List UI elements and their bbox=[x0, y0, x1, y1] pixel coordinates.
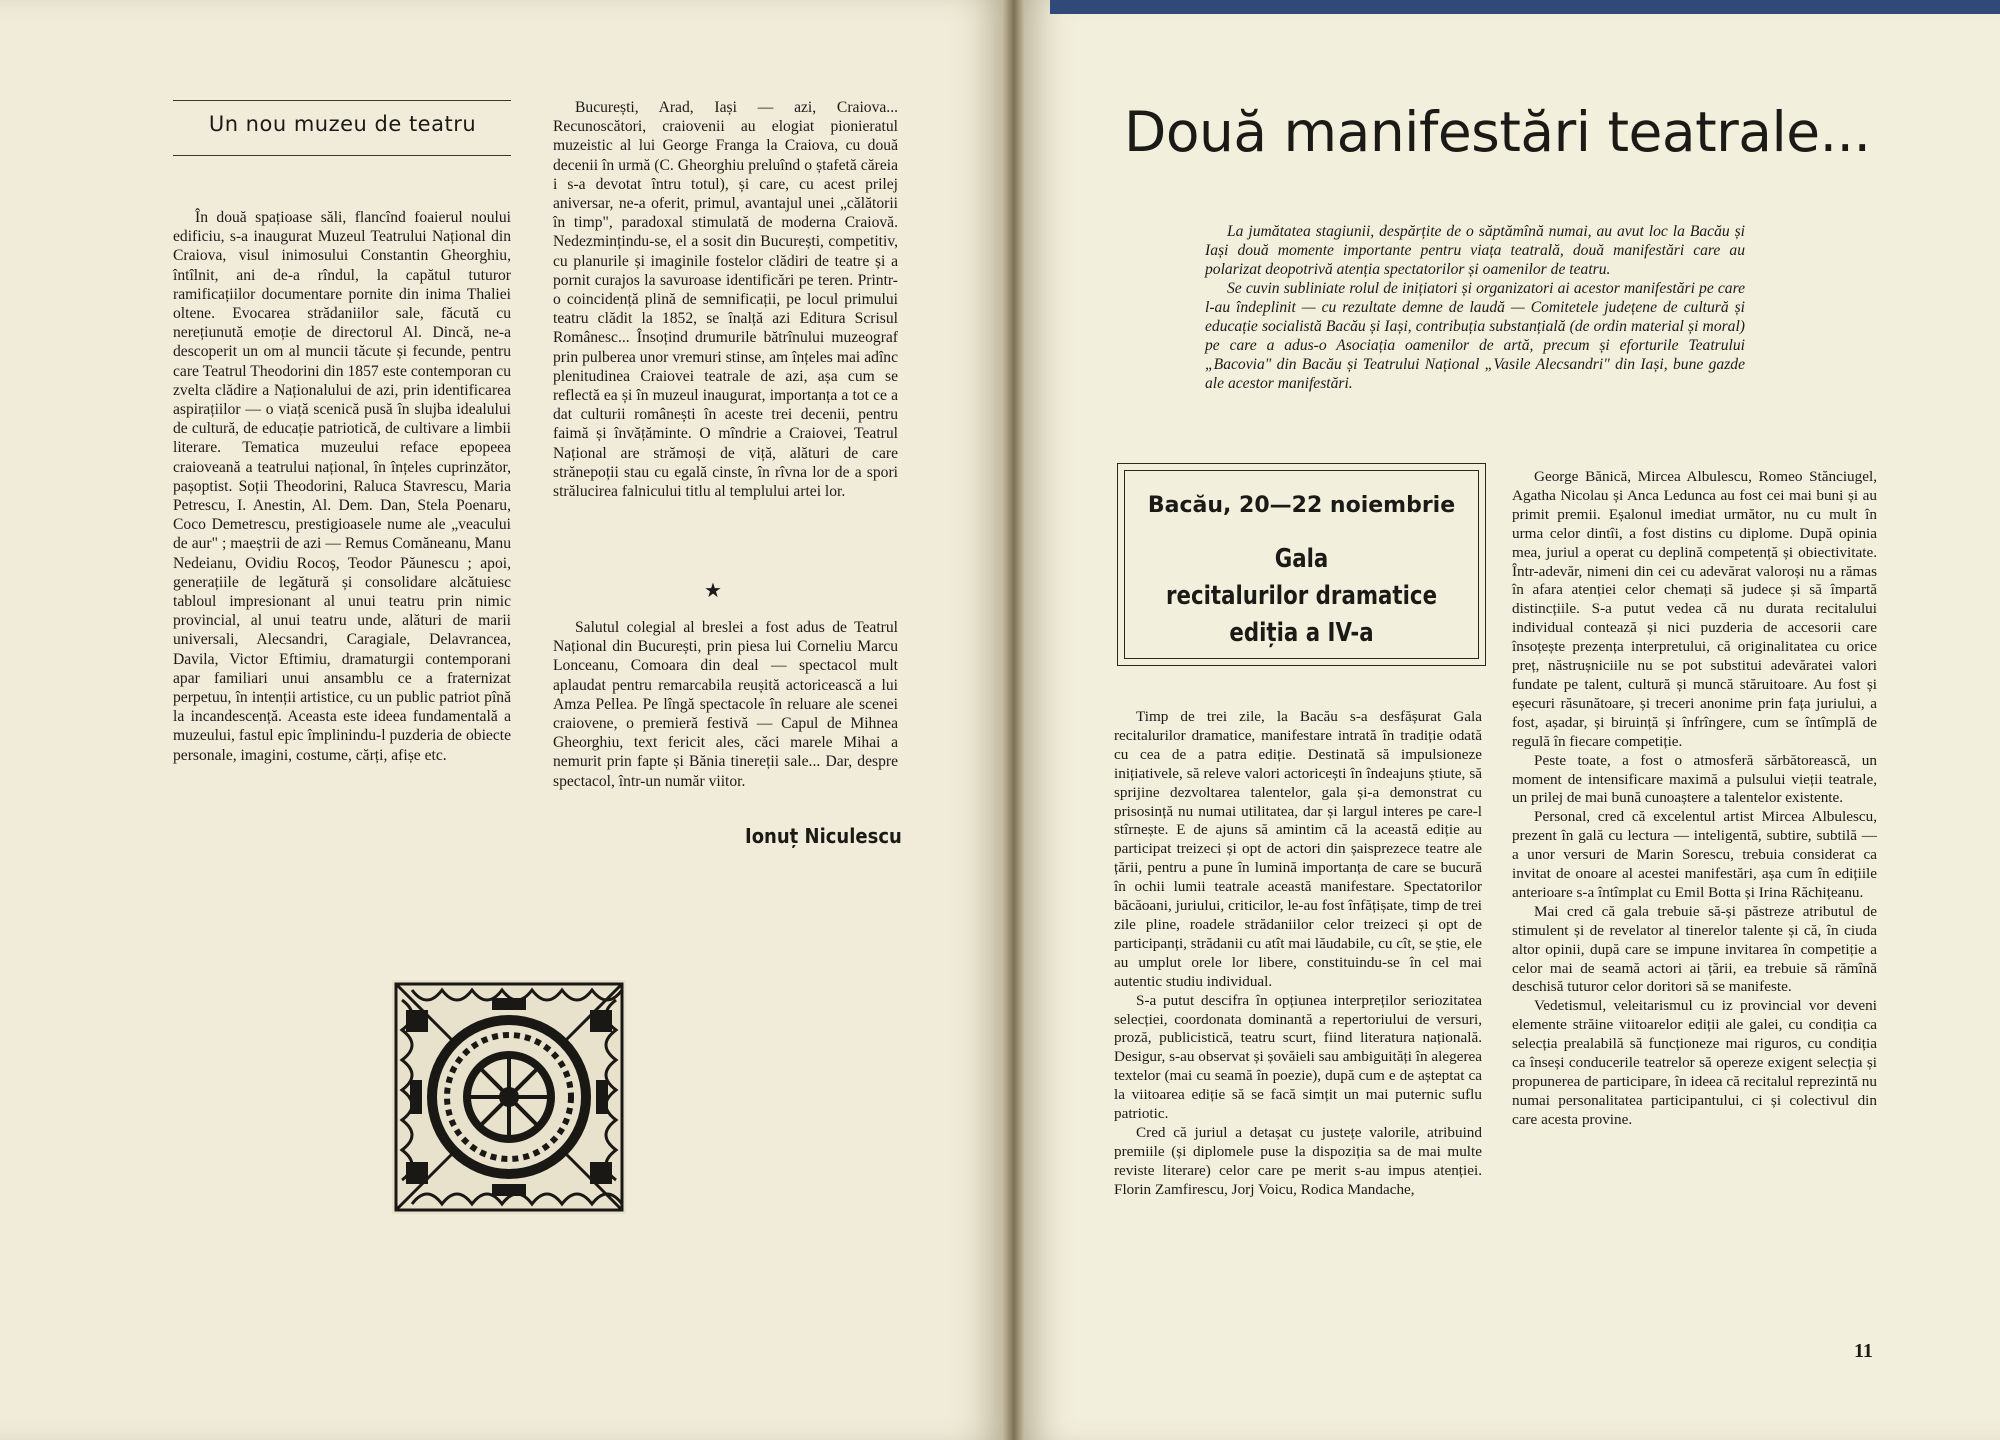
intro-paragraph: La jumătatea stagiunii, despărțite de o săptămînă numai, au avut loc la Bacău și Iași două momente importante pentru viața teatrală, două manifestări care au polarizat deopotrivă atenția spectatorilor și oamenilor de teatru. bbox=[1205, 223, 1745, 278]
paragraph: George Bănică, Mircea Albulescu, Romeo Stănciugel, Agatha Nicolau și Anca Ledunca au fost cei mai buni și au primit premii. Eșalonul imediat următor, nu cu mult în urma celor dintîi, a fost distins cu diplome. După opinia mea, juriul a operat cu deplină competență și obiectivitate. Într-adevăr, nimeni din cei cu adevărat valoroși nu a rămas în afara atenției celor chemați să judece și să împartă distincțiile. S-a putut vedea că nu durata recitalului individual contează și nici puzderia de accesorii care însoțește prezența interpretului, că originalitatea cu orice preț, năstrușniciile nu se pot substitui adevăratei valori fundate pe talent, cultură și muncă stăruitoare. Au fost și eșecuri răsunătoare, și treceri anonime prin fața juriului, a fost, așadar, și biruință și înfrîngere, cum se întîmplă de regulă în fiecare competiție. bbox=[1512, 468, 1877, 750]
title-rule-bottom bbox=[173, 155, 511, 156]
right-article-title: Două manifestări teatrale... bbox=[1124, 100, 1871, 164]
book-gutter bbox=[1002, 0, 1024, 1440]
left-column-2 bbox=[553, 98, 898, 501]
paragraph: Mai cred că gala trebuie să-și păstreze atributul de stimulent și de revelator al tinerelor talente și că, în ciuda altor opinii, după care se impune invitarea în competiție a celor mai de seamă actori ai țării, ea trebuie să rămînă deschisă tuturor celor doritori să se manifeste. bbox=[1512, 902, 1877, 996]
gala-place-date: Bacău, 20—22 noiembrie bbox=[1147, 493, 1456, 518]
intro-paragraph: Se cuvin subliniate rolul de inițiatori și organizatori ai acestor manifestări pe care l-au îndeplinit — cu rezultate demne de laudă — Comitetele județene de cultură și educație socialistă Bacău și Iași, contribuția substanțială (de ordin material și moral) pe care a adus-o Asociația oamenilor de artă, precum și eforturile Teatrului „Bacovia" din Bacău și Teatrului Național „Vasile Alecsandri" din Iași, bune gazde ale acestor manifestări. bbox=[1205, 280, 1745, 392]
cover-edge bbox=[1050, 0, 2000, 14]
right-column-2 bbox=[1512, 468, 1877, 1130]
gala-box bbox=[1117, 463, 1486, 666]
left-column-1 bbox=[173, 208, 511, 765]
paragraph: În două spațioase săli, flancînd foaierul noului edificiu, s-a inaugurat Muzeul Teatrului Național din Craiova, visul inimosului Constantin Gheorghiu, întîlnit, ani de-a rîndul, la capătul tuturor ramificațiilor documentare pornite din inima Thaliei oltene. Evocarea strădaniilor sale, făcută cu nerețiunută emoție de directorul Al. Dincă, ne-a descoperit un om al muncii tăcute și fecunde, pentru care Teatrul Theodorini din 1857 este contemporan cu zvelta clădire a Naționalului de azi, prin identificarea aspirațiilor — o viață scenică pusă în slujba idealului de cultură, de educație patriotică, de cultivare a limbii literare. Tematica muzeului reface epopeea craioveană a teatrului național, în înțeles cuprinzător, pașoptist. Soții Theodorini, Raluca Stavrescu, Maria Petrescu, I. Anestin, Al. Dem. Dan, Stela Poenaru, Coco Demetrescu, prestigioasele nume ale „veacului de aur" ; maeștrii de azi — Remus Comăneanu, Manu Nedeianu, Ovidiu Rocoș, Teodor Păunescu ; apoi, generațiile de legătură și consolidare alcătuiesc tabloul impresionant al unui teatru prin nimic provincial, al unui teatru unde, alături de marii universali, Alecsandri, Caragiale, Delavrancea, Davila, Victor Eftimiu, dramaturgii contemporani apar familiari unui ansamblu ce a fraternizat perpetuu, în intenții artistice, cu un public patriot pînă la incandescență. Aceasta este ideea fundamentală a muzeului, fastul epic împlinindu-l puzderia de obiecte personale, imagini, costume, cărți, afișe etc. bbox=[173, 209, 511, 764]
paragraph: Timp de trei zile, la Bacău s-a desfășurat Gala recitalurilor dramatice, manifestare intrată în tradiție odată cu cea de a patra ediție. Destinată să impulsioneze inițiativele, să releve valori actoricești în îndeajuns știute, să sprijine dezvoltarea talentelor, gala și-a demonstrat cu prisosință nu numai utilitatea, dar și largul interes pe care-l stîrnește. E de ajuns să amintim că la această ediție au participat treizeci și opt de actori din șaisprezece teatre ale țării, pentru a pune în lumină importanța de care se bucură în ochii lumii teatrale această manifestare. Spectatorilor băcăoani, juriului, criticilor, le-au fost înfățișate, timp de trei zile pline, roadele strădaniilor celor treizeci și opt de participanți, strădanii cu atît mai lăudabile, cu cît, se știe, ele au umplut orele lor libere, constituindu-se în cel mai autentic studiu individual. bbox=[1114, 708, 1482, 990]
paragraph: Peste toate, a fost o atmosferă sărbătorească, un moment de intensificare maximă a pulsului vieții teatrale, un prilej de mai bună cunoaștere a talentelor existente. bbox=[1512, 751, 1877, 807]
gala-title-line-2: recitalurilor dramatice bbox=[1165, 581, 1438, 611]
paragraph: Vedetismul, veleitarismul cu iz provincial vor deveni elemente străine viitoarelor ediții ale galei, cu condiția ca selecția prealabilă să funcționeze mai riguros, cu condiția ca înseși conducerile teatrelor să opereze exigent selecția și propunerea de participare, în ideea că recitalul reprezintă nu numai personalitatea participantului, ci și colectivul din care acesta provine. bbox=[1512, 997, 1877, 1128]
author-signature: Ionuț Niculescu bbox=[745, 824, 902, 848]
left-article-title: Un nou muzeu de teatru bbox=[208, 112, 477, 136]
gala-box-inner bbox=[1124, 470, 1479, 659]
gala-title-line-1: Gala bbox=[1274, 544, 1329, 574]
page-number: 11 bbox=[1854, 1340, 1873, 1362]
paragraph: S-a putut descifra în opțiunea interpreților seriozitatea selecției, coordonata dominantă a repertoriului de versuri, proză, publicistică, teatru scurt, fiind literatura națională. Desigur, s-au observat și șovăieli sau ambiguități în alegerea textelor (mai cu seamă în poezie), după cum e de așteptat ca la viitoarea ediție să se facă simțit un mai puternic suflu patriotic. bbox=[1114, 991, 1482, 1123]
intro-paragraphs bbox=[1205, 222, 1745, 393]
paragraph: București, Arad, Iași — azi, Craiova... Recunoscători, craiovenii au elogiat pionieratul muzeistic al lui George Franga la Craiova, cu două decenii în urmă (C. Gheorghiu preluînd o ștafetă căreia i s-a devotat întru totul), și care, cu acest prilej aniversar, ne-a oferit, primul, avantajul unei „călătorii în timp", paradoxal stimulată de moderna Craiovă. Nedezmințindu-se, el a sosit din București, competitiv, cu planurile și imaginile fostelor clădiri de teatre și a pornit curajos la savuroase identificări pe teren. Printr-o coincidență plină de semnificații, pe locul primului teatru clădit la 1852, se înalță azi Editura Scrisul Românesc... Însoțind drumurile bătrînului muzeograf prin pulberea unor vremuri stinse, am înțeles mai adînc plenitudinea Craiovei teatrale de azi, așa cum se reflectă ea și în muzeul inaugurat, importanța a tot ce a dat culturii românești în aceste trei decenii, pentru faimă și învățăminte. O mîndrie a Craiovei, Teatrul Național are strămoși de viță, alături de care strănepoții stau cu egală cinste, în rîvna lor de a spori strălucirea falnicului titlu al templului artei lor. bbox=[553, 99, 898, 501]
folk-ornament-image bbox=[392, 980, 626, 1214]
gala-title-line-3: ediția a IV-a bbox=[1229, 618, 1374, 648]
paragraph: Salutul colegial al breslei a fost adus de Teatrul Național din București, prin piesa lui Corneliu Marcu Lonceanu, Comoara din deal — spectacol mult aplaudat pentru remarcabila reușită actoricească a lui Amza Pellea. Pe lîngă spectacole în reluare ale scenei craiovene, o premieră festivă — Capul de Mihnea Gheorghiu, text fericit ales, căci marele Mihai a nemurit prin fapte și Bănia tinereții sale... Dar, despre spectacol, într-un număr viitor. bbox=[553, 619, 898, 790]
right-column-1 bbox=[1114, 708, 1482, 1200]
left-column-2b bbox=[553, 618, 898, 791]
paragraph: Personal, cred că excelentul artist Mircea Albulescu, prezent în gală cu lectura — inteligentă, subtire, subtilă — a unor versuri de Marin Sorescu, trebuia considerat ca invitat de onoare al acestei manifestări, așa cum în edițiile anterioare s-a întîmplat cu Emil Botta și Irina Răchițeanu. bbox=[1512, 808, 1877, 901]
section-star: ★ bbox=[704, 580, 722, 602]
title-rule-top bbox=[173, 100, 511, 101]
paragraph: Cred că juriul a detașat cu justețe valorile, atribuind premiile (și diplomele puse la dispoziția sa de mai multe reviste literare) celor care pe merit s-au impus atenției. Florin Zamfirescu, Jorj Voicu, Rodica Mandache, bbox=[1114, 1123, 1482, 1198]
gala-title bbox=[1157, 541, 1446, 652]
